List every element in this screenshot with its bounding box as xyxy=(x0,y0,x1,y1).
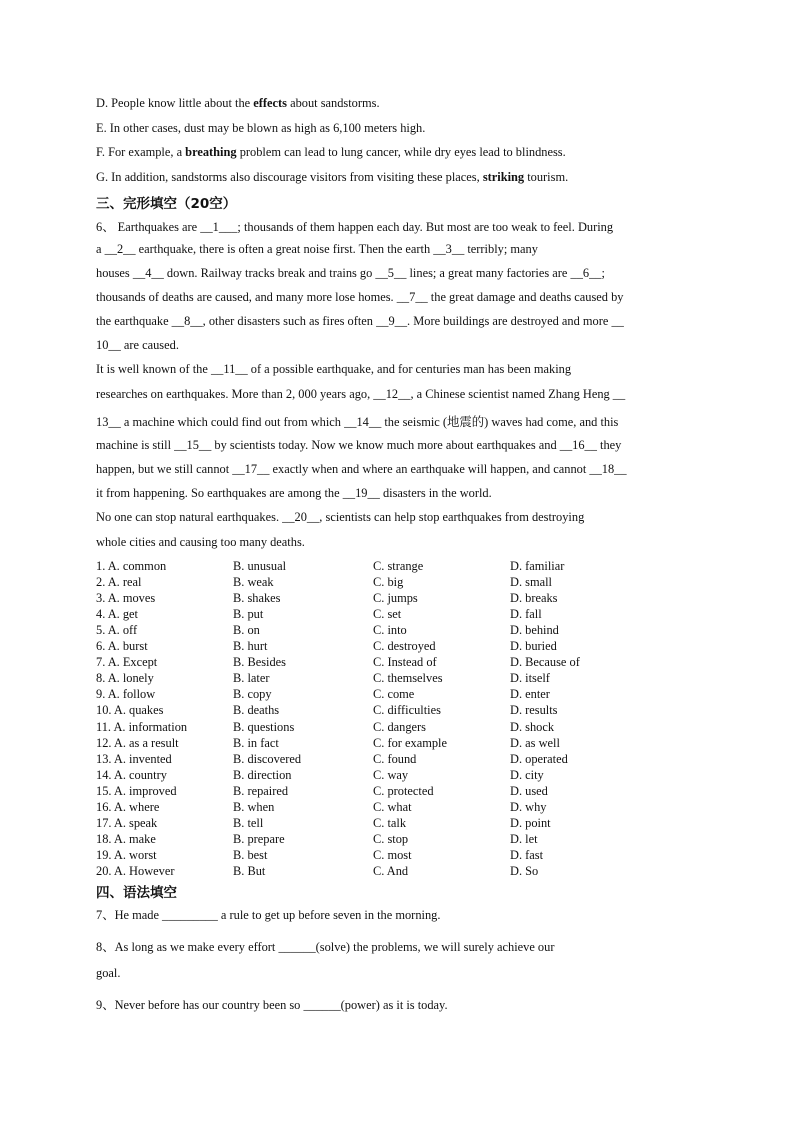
choice-row xyxy=(96,639,700,655)
choice-row xyxy=(96,623,700,639)
choice-option: B. unusual xyxy=(233,559,287,573)
choice-option: 7. A. Except xyxy=(96,655,158,670)
choice-row xyxy=(96,575,700,591)
choice-option: D. Because of xyxy=(510,655,580,670)
choice-option: C. what xyxy=(373,799,412,814)
choice-option: D. used xyxy=(510,783,548,798)
choice-option: 12. A. as a result xyxy=(96,735,179,750)
choice-option: D. as well xyxy=(510,735,560,750)
choice-row xyxy=(96,864,700,880)
grammar-question: 9、Never before has our country been so ______(power) as it is today. xyxy=(96,998,448,1012)
choice-option: C. found xyxy=(373,751,417,766)
passage-line: 6、 Earthquakes are __1___; thousands of them happen each day. But most are too weak to feel. During xyxy=(96,220,614,234)
choice-option: D. enter xyxy=(510,687,550,702)
choice-option: C. come xyxy=(373,687,415,702)
choice-row xyxy=(96,768,700,784)
choice-row xyxy=(96,752,700,768)
choice-option: 5. A. off xyxy=(96,623,138,638)
choice-option: 14. A. country xyxy=(96,767,167,782)
grammar-question: 7、He made _________ a rule to get up before seven in the morning. xyxy=(96,908,441,922)
choice-row xyxy=(96,720,700,736)
grammar-question: 8、As long as we make every effort ______(solve) the problems, we will surely achieve our xyxy=(96,940,555,954)
choice-option: 2. A. real xyxy=(96,575,142,590)
choice-option: D. fast xyxy=(510,847,544,862)
option-line: D. People know little about the effects about sandstorms. xyxy=(96,96,380,110)
choice-option: B. when xyxy=(233,799,275,814)
choice-option: 1. A. common xyxy=(96,559,167,573)
choice-row xyxy=(96,832,700,848)
choice-option: C. themselves xyxy=(373,671,443,686)
choice-option: 6. A. burst xyxy=(96,639,148,654)
choice-row xyxy=(96,687,700,703)
choice-option: B. later xyxy=(233,671,270,686)
choice-option: 10. A. quakes xyxy=(96,703,164,718)
choice-option: 16. A. where xyxy=(96,799,160,814)
choice-option: D. let xyxy=(510,831,538,846)
choice-option: C. protected xyxy=(373,783,434,798)
choice-option: 9. A. follow xyxy=(96,687,156,702)
choice-row xyxy=(96,671,700,687)
choice-option: B. prepare xyxy=(233,831,285,846)
choice-option: C. big xyxy=(373,575,404,590)
choice-option: B. shakes xyxy=(233,591,281,606)
choice-option: 20. A. However xyxy=(96,863,175,878)
choice-option: B. deaths xyxy=(233,703,280,718)
choice-row xyxy=(96,848,700,864)
choice-option: D. shock xyxy=(510,719,555,734)
choice-option: C. set xyxy=(373,607,402,622)
choice-option: D. city xyxy=(510,767,544,782)
choice-option: C. destroyed xyxy=(373,639,436,654)
choice-option: B. tell xyxy=(233,815,264,830)
choice-option: 17. A. speak xyxy=(96,815,158,830)
passage-line: researches on earthquakes. More than 2, 000 years ago, __12__, a Chinese scientist named Zhang Heng __ xyxy=(96,387,626,401)
choice-option: D. So xyxy=(510,863,539,878)
choice-row xyxy=(96,800,700,816)
option-line: F. For example, a breathing problem can lead to lung cancer, while dry eyes lead to blindness. xyxy=(96,145,566,159)
choice-option: D. small xyxy=(510,575,552,590)
choice-option: B. repaired xyxy=(233,783,289,798)
choice-option: D. results xyxy=(510,703,558,718)
choice-option: C. stop xyxy=(373,831,409,846)
choice-option: B. on xyxy=(233,623,260,638)
passage-line: machine is still __15__ by scientists today. Now we know much more about earthquakes and __16__ they xyxy=(96,438,622,452)
choice-option: C. strange xyxy=(373,559,424,573)
choice-option: D. familiar xyxy=(510,559,565,573)
section-title-cloze: 三、完形填空（20空） xyxy=(96,196,237,212)
choice-option: C. difficulties xyxy=(373,703,441,718)
choice-option: 4. A. get xyxy=(96,607,138,622)
choice-row xyxy=(96,591,700,607)
choice-option: C. way xyxy=(373,767,409,782)
choice-option: C. And xyxy=(373,863,409,878)
section-title-grammar: 四、语法填空 xyxy=(96,885,177,901)
choice-option: B. But xyxy=(233,863,266,878)
choice-option: C. talk xyxy=(373,815,407,830)
passage-line: thousands of deaths are caused, and many more lose homes. __7__ the great damage and deaths caused by xyxy=(96,290,624,304)
passage-line: it from happening. So earthquakes are among the __19__ disasters in the world. xyxy=(96,486,492,500)
passage-line: No one can stop natural earthquakes. __20__, scientists can help stop earthquakes from destroying xyxy=(96,510,585,524)
passage-line: 13__ a machine which could find out from which __14__ the seismic (地震的) waves had come, and this xyxy=(96,415,619,429)
grammar-question: goal. xyxy=(96,966,121,980)
choice-row xyxy=(96,784,700,800)
choice-option: D. itself xyxy=(510,671,550,686)
choice-option: B. weak xyxy=(233,575,274,590)
passage-line: a __2__ earthquake, there is often a great noise first. Then the earth __3__ terribly; many xyxy=(96,242,538,256)
choice-option: C. into xyxy=(373,623,407,638)
choice-option: B. questions xyxy=(233,719,295,734)
choice-option: 15. A. improved xyxy=(96,783,177,798)
choice-option: C. most xyxy=(373,847,412,862)
passage-line: houses __4__ down. Railway tracks break and trains go __5__ lines; a great many factories are __6__; xyxy=(96,266,605,280)
choice-option: D. buried xyxy=(510,639,557,654)
choice-row xyxy=(96,607,700,623)
choice-option: B. in fact xyxy=(233,735,279,750)
choice-option: D. point xyxy=(510,815,551,830)
passage-line: the earthquake __8__, other disasters such as fires often __9__. More buildings are destroyed and more __ xyxy=(96,314,624,328)
passage-line: It is well known of the __11__ of a possible earthquake, and for centuries man has been making xyxy=(96,362,572,376)
choice-option: 3. A. moves xyxy=(96,591,156,606)
choice-option: D. why xyxy=(510,799,547,814)
choice-option: D. behind xyxy=(510,623,559,638)
choice-row xyxy=(96,816,700,832)
option-line: G. In addition, sandstorms also discourage visitors from visiting these places, striking tourism. xyxy=(96,170,569,184)
choice-option: D. operated xyxy=(510,751,568,766)
passage-line: 10__ are caused. xyxy=(96,338,179,352)
choice-row xyxy=(96,703,700,719)
choice-option: B. hurt xyxy=(233,639,268,654)
option-line: E. In other cases, dust may be blown as high as 6,100 meters high. xyxy=(96,121,426,135)
choice-option: B. put xyxy=(233,607,264,622)
choice-option: B. Besides xyxy=(233,655,287,670)
choice-row xyxy=(96,736,700,752)
choice-option: C. jumps xyxy=(373,591,418,606)
choice-row xyxy=(96,559,700,575)
choice-option: 13. A. invented xyxy=(96,751,172,766)
passage-line: whole cities and causing too many deaths. xyxy=(96,535,305,549)
choice-option: D. breaks xyxy=(510,591,558,606)
choice-option: 11. A. information xyxy=(96,719,188,734)
choice-option: B. discovered xyxy=(233,751,302,766)
choice-option: 8. A. lonely xyxy=(96,671,154,686)
choice-option: 18. A. make xyxy=(96,831,156,846)
choice-option: B. copy xyxy=(233,687,272,702)
choice-option: D. fall xyxy=(510,607,542,622)
choice-option: 19. A. worst xyxy=(96,847,157,862)
passage-line: happen, but we still cannot __17__ exactly when and where an earthquake will happen, and cannot __18__ xyxy=(96,462,627,476)
choice-option: C. dangers xyxy=(373,719,426,734)
choice-option: B. direction xyxy=(233,767,292,782)
choice-option: C. Instead of xyxy=(373,655,437,670)
choice-row xyxy=(96,655,700,671)
choice-option: B. best xyxy=(233,847,268,862)
choice-option: C. for example xyxy=(373,735,447,750)
